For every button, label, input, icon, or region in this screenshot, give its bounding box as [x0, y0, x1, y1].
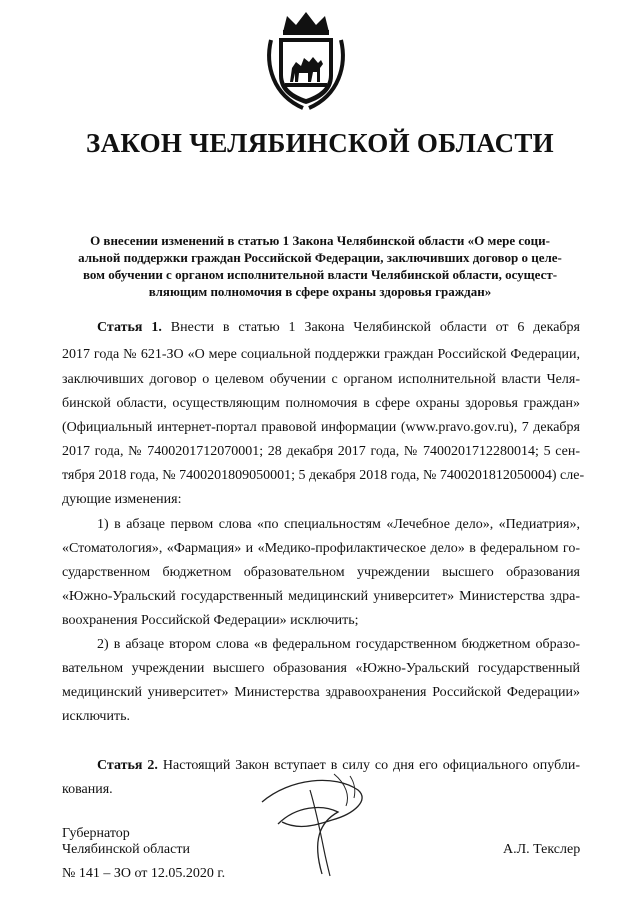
article-1-line: (Официальный интернет-портал правовой информации (www.pravo.gov.ru), 7 декабря	[62, 420, 580, 435]
governor-title-line: Челябинской области	[62, 842, 190, 857]
subject-line: вом обучении с органом исполнительной власти Челябинской области, осущест-	[82, 267, 558, 282]
item-1-line: «Стоматология», «Фармация» и «Медико-профилактическое дело» в федеральном го-	[62, 541, 580, 556]
item-2-line: исключить.	[62, 709, 130, 724]
item-2-line: вательном учреждении высшего образования «Южно-Уральский государственный	[62, 661, 580, 676]
article-1-label: Статья 1.	[97, 320, 162, 335]
item-1-line: «Южно-Уральский государственный медицинский университет» Министерства здра-	[62, 589, 580, 604]
item-1-line: сударственном бюджетном образовательном учреждении высшего образования	[62, 565, 580, 580]
item-1-line: 1) в абзаце первом слова «по специальностям «Лечебное дело», «Педиатрия»,	[97, 517, 580, 532]
article-1-text: Внести в статью 1 Закона Челябинской области от 6 декабря	[170, 320, 580, 335]
governor-name: А.Л. Текслер	[503, 842, 581, 857]
item-2-line: медицинский университет» Министерства здравоохранения Российской Федерации»	[62, 685, 580, 700]
subject-line: вляющим полномочия в сфере охраны здоровья граждан»	[148, 284, 492, 299]
governor-title	[62, 826, 190, 858]
article-2-line: кования.	[62, 782, 113, 797]
governor-title-line: Губернатор	[62, 826, 130, 841]
subject-line: О внесении изменений в статью 1 Закона Челябинской области «О мере соци-	[90, 233, 550, 248]
signature-icon	[250, 770, 370, 880]
article-1-line: заключивших договор о целевом обучении с органом исполнительной власти Челя-	[62, 372, 580, 387]
article-2-label: Статья 2.	[97, 758, 158, 773]
article-1-line: 2017 года № 621-ЗО «О мере социальной поддержки граждан Российской Федерации,	[62, 347, 580, 362]
law-subject	[62, 232, 578, 300]
subject-line: альной поддержки граждан Российской Федерации, заключивших договор о целе-	[78, 250, 562, 265]
chelyabinsk-coat-of-arms-icon	[263, 10, 349, 110]
article-1-line: тября 2018 года, № 7400201809050001; 5 декабря 2018 года, № 7400201812050004) сле-	[62, 468, 585, 483]
article-1-first-line	[97, 320, 580, 336]
article-1-line: бинской области, осуществляющим полномочия в сфере охраны здоровья граждан»	[62, 396, 580, 411]
article-1-line: 2017 года, № 7400201712070001; 28 декабря 2017 года, № 7400201712280014; 5 сен-	[62, 444, 580, 459]
law-number: № 141 – ЗО от 12.05.2020 г.	[62, 866, 226, 881]
article-1-line: дующие изменения:	[62, 492, 182, 507]
item-2-line: 2) в абзаце втором слова «в федеральном государственном бюджетном образо-	[97, 637, 580, 652]
item-1-line: воохранения Российской Федерации» исключить;	[62, 613, 359, 628]
article-2-text: Настоящий Закон вступает в силу со дня его официального опубли-	[162, 758, 581, 773]
law-title: ЗАКОН ЧЕЛЯБИНСКОЙ ОБЛАСТИ	[86, 128, 554, 158]
